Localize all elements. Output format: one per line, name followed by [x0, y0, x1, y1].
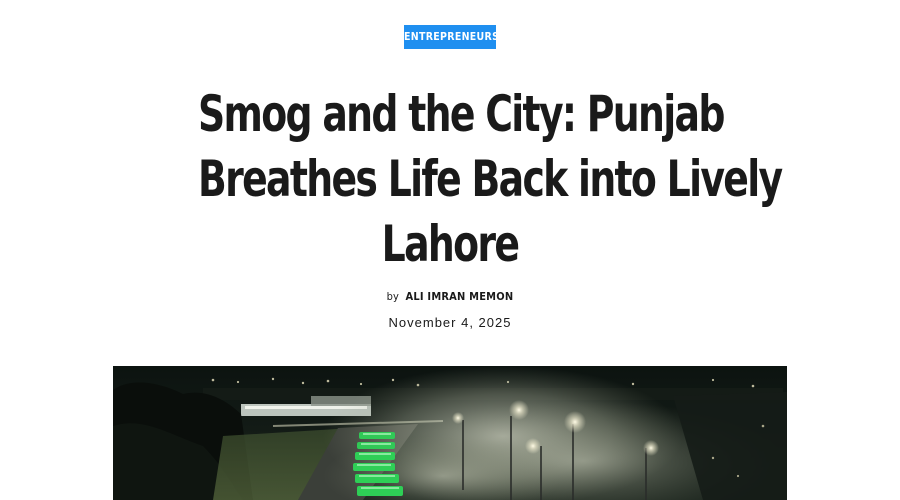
author-link[interactable]: ALI IMRAN MEMON [405, 290, 514, 303]
category-tag[interactable]: ENTREPRENEURS [404, 25, 496, 49]
headline-line-2: Breathes Life Back into Lively [198, 150, 782, 208]
publish-date: November 4, 2025 [388, 315, 512, 330]
headline-line-1: Smog and the City: Punjab [198, 85, 724, 143]
hero-image [113, 366, 787, 500]
headline [150, 82, 782, 277]
headline-line-3: Lahore [381, 215, 519, 273]
byline [0, 289, 900, 305]
byline-prefix: by [386, 290, 399, 303]
